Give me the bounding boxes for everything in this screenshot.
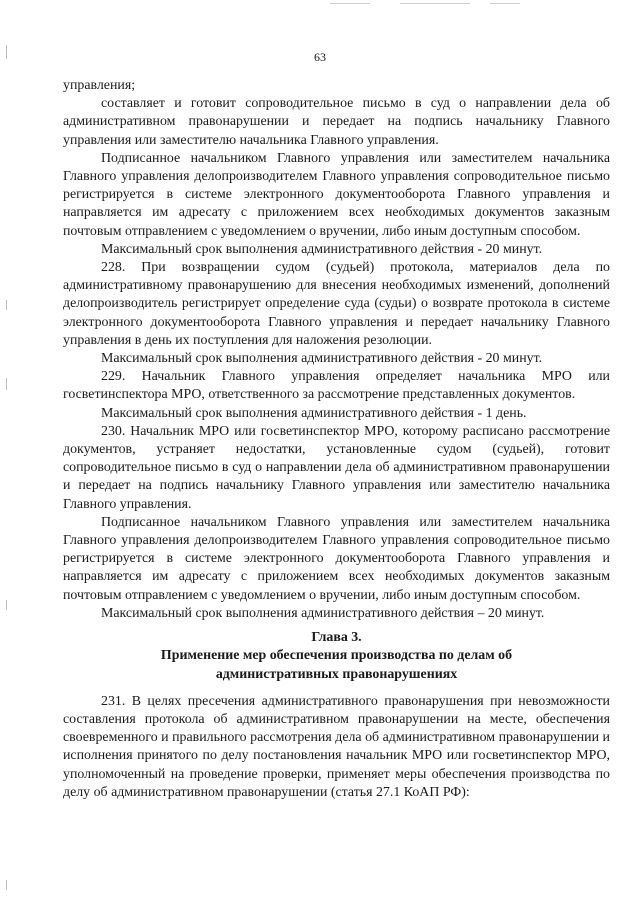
- paragraph: Максимальный срок выполнения административного действия - 1 день.: [101, 405, 527, 421]
- scan-artifact: [6, 378, 7, 390]
- paragraph: Подписанное начальником Главного управления или заместителем начальника Главного управления делопроизводителем Главного управления сопроводительное письмо регистрируется в системе электронного документооборота Главного управления и направляется им адресату с приложением всех необходимых документов заказным почтовым отправлением с уведомлением о вручении, либо иным доступным способом.: [63, 514, 610, 603]
- document-body: [63, 77, 610, 802]
- chapter-title: Применение мер обеспечения производства по делам об: [160, 648, 513, 664]
- paragraph: 229. Начальник Главного управления определяет начальника МРО или госветинспектора МРО, ответственного за рассмотрение представленных документов.: [63, 369, 610, 403]
- scan-artifact: [6, 300, 7, 310]
- scan-artifact: [400, 3, 470, 4]
- scan-artifact: [490, 3, 520, 4]
- chapter-label: Глава 3.: [311, 630, 362, 646]
- paragraph: Подписанное начальником Главного управления или заместителем начальника Главного управления делопроизводителем Главного управления сопроводительное письмо регистрируется в системе электронного документооборота Главного управления и направляется им адресату с приложением всех необходимых документов заказным почтовым отправлением с уведомлением о вручении, либо иным доступным способом.: [63, 150, 610, 239]
- paragraph: 231. В целях пресечения административного правонарушения при невозможности составления протокола об административном правонарушении на месте, обеспечения своевременного и правильного рассмотрения дела об административном правонарушении и исполнения принятого по делу постановления начальник МРО или госветинспектор МРО, уполномоченный на проведение проверки, применяет меры обеспечения производства по делу об административном правонарушении (статья 27.1 КоАП РФ):: [63, 693, 610, 800]
- paragraph: Максимальный срок выполнения административного действия – 20 минут.: [101, 605, 545, 621]
- scan-artifact: [330, 3, 370, 4]
- paragraph: управления;: [63, 78, 136, 93]
- chapter-title: административных правонарушениях: [215, 666, 458, 682]
- paragraph: 228. При возвращении судом (судьей) протокола, материалов дела по административному правонарушению для внесения необходимых изменений, дополнений делопроизводитель регистрирует определение суда (судьи) о возврате протокола в системе электронного документооборота Главного управления и передает начальнику Главного управления в день их поступления для наложения резолюции.: [63, 260, 610, 348]
- paragraph: 230. Начальник МРО или госветинспектор МРО, которому расписано рассмотрение документов, устраняет недостатки, установленные судом (судьей), готовит сопроводительное письмо в суд о направлении дела об административном правонарушении и передает на подпись начальнику Главного управления или заместителю начальника Главного управления.: [63, 423, 610, 512]
- scan-artifact: [6, 600, 7, 610]
- page-number: 63: [314, 50, 326, 64]
- paragraph: составляет и готовит сопроводительное письмо в суд о направлении дела об административном правонарушении и передает на подпись начальнику Главного управления или заместителю начальника Главного управления.: [63, 96, 610, 148]
- paragraph: Максимальный срок выполнения административного действия - 20 минут.: [101, 351, 543, 367]
- scan-artifact: [6, 880, 7, 890]
- paragraph: Максимальный срок выполнения административного действия - 20 минут.: [101, 241, 543, 257]
- chapter-heading: [63, 629, 610, 684]
